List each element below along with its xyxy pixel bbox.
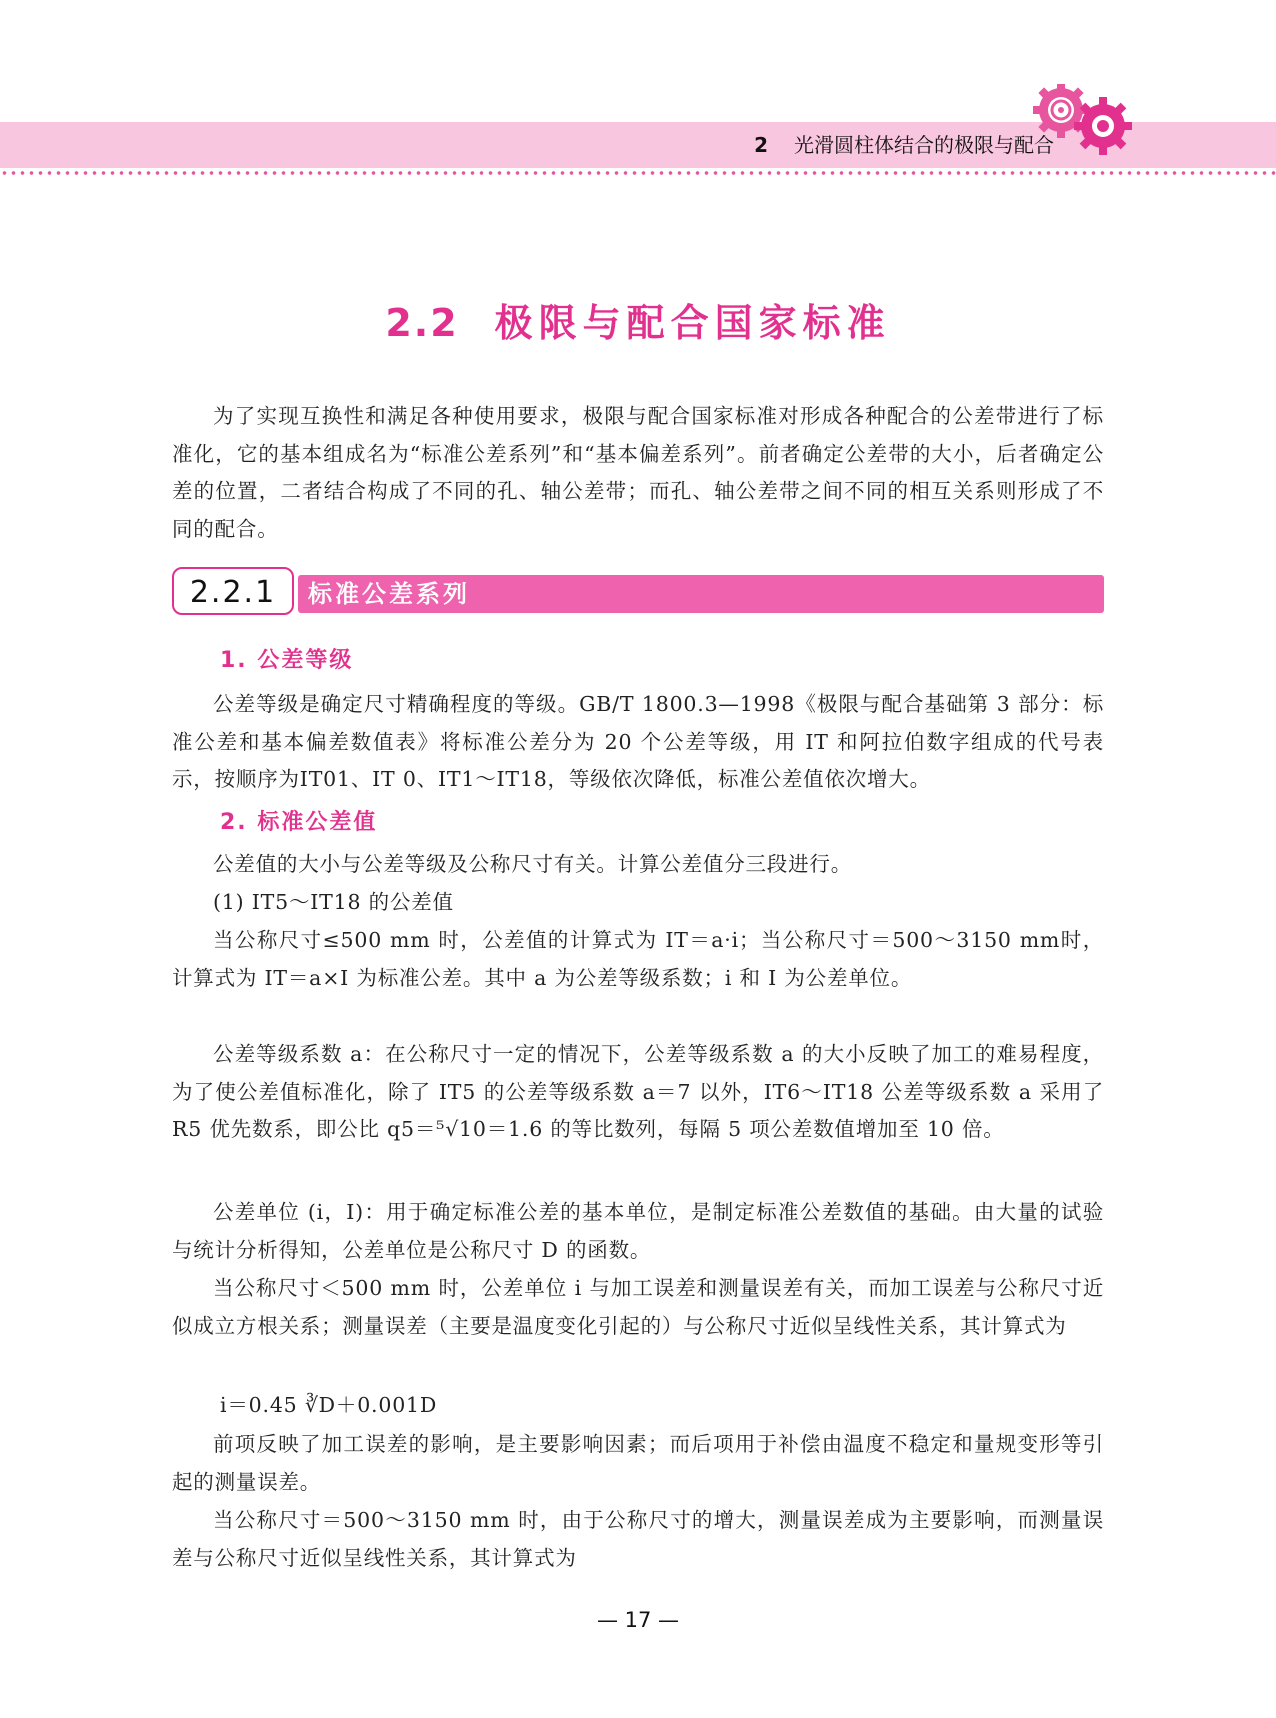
- paragraph-tolerance-grade: 公差等级是确定尺寸精确程度的等级。GB/T 1800.3—1998《极限与配合基础第 3 部分：标准公差和基本偏差数值表》将标准公差分为 20 个公差等级，用 IT 和阿拉伯数字组成的代号表示，按顺序为IT01、IT 0、IT1～IT18，等级依次降低，标准公差值依次增大。: [172, 692, 1104, 791]
- chapter-number: 2: [754, 133, 768, 157]
- subsection-title: 标准公差系列: [308, 580, 470, 608]
- paragraph-formula-explanation: 前项反映了加工误差的影响，是主要影响因素；而后项用于补偿由温度不稳定和量规变形等引起的测量误差。: [172, 1432, 1104, 1494]
- section-title: [0, 292, 1276, 347]
- running-head: [754, 130, 1054, 160]
- intro-paragraph: 为了实现互换性和满足各种使用要求，极限与配合国家标准对形成各种配合的公差带进行了标准化，它的基本组成名为“标准公差系列”和“基本偏差系列”。前者确定公差带的大小，后者确定公差的位置，二者结合构成了不同的孔、轴公差带；而孔、轴公差带之间不同的相互关系则形成了不同的配合。: [172, 404, 1104, 541]
- paragraph-formula-it: 当公称尺寸≤500 mm 时，公差值的计算式为 IT＝a·i；当公称尺寸＝500～3150 mm时，计算式为 IT＝a×I 为标准公差。其中 a 为公差等级系数；i 和 I 为公差单位。: [172, 928, 1104, 990]
- paragraph-tolerance-values: 公差值的大小与公差等级及公称尺寸有关。计算公差值分三段进行。: [213, 852, 852, 876]
- formula-tolerance-unit: i＝0.45 ∛D＋0.001D: [220, 1393, 438, 1417]
- header-dotted-rule: [0, 170, 1276, 176]
- paragraph-it5-it18: (1) IT5～IT18 的公差值: [213, 890, 454, 914]
- chapter-title: 光滑圆柱体结合的极限与配合: [794, 133, 1054, 157]
- heading-standard-tolerance: 2. 标准公差值: [220, 810, 378, 835]
- section-title-text: 极限与配合国家标准: [494, 301, 891, 345]
- paragraph-under-500: 当公称尺寸＜500 mm 时，公差单位 i 与加工误差和测量误差有关，而加工误差与公称尺寸近似成立方根关系；测量误差（主要是温度变化引起的）与公称尺寸近似呈线性关系，其计算式为: [172, 1276, 1104, 1338]
- paragraph-grade-coefficient: 公差等级系数 a：在公称尺寸一定的情况下，公差等级系数 a 的大小反映了加工的难易程度，为了使公差值标准化，除了 IT5 的公差等级系数 a＝7 以外，IT6～IT18 公差等级系数 a 采用了 R5 优先数系，即公比 q5＝⁵√10＝1.6 的等比数列，每隔 5 项公差数值增加至 10 倍。: [172, 1042, 1104, 1141]
- paragraph-500-3150: 当公称尺寸＝500～3150 mm 时，由于公称尺寸的增大，测量误差成为主要影响，而测量误差与公称尺寸近似呈线性关系，其计算式为: [172, 1508, 1104, 1570]
- paragraph-tolerance-unit: 公差单位 (i，I)：用于确定标准公差的基本单位，是制定标准公差数值的基础。由大量的试验与统计分析得知，公差单位是公称尺寸 D 的函数。: [172, 1200, 1104, 1262]
- subsection-number: 2.2.1: [172, 567, 294, 615]
- heading-tolerance-grade: 1. 公差等级: [220, 648, 354, 673]
- section-number: 2.2: [385, 301, 459, 345]
- page-number: — 17 —: [596, 1608, 680, 1632]
